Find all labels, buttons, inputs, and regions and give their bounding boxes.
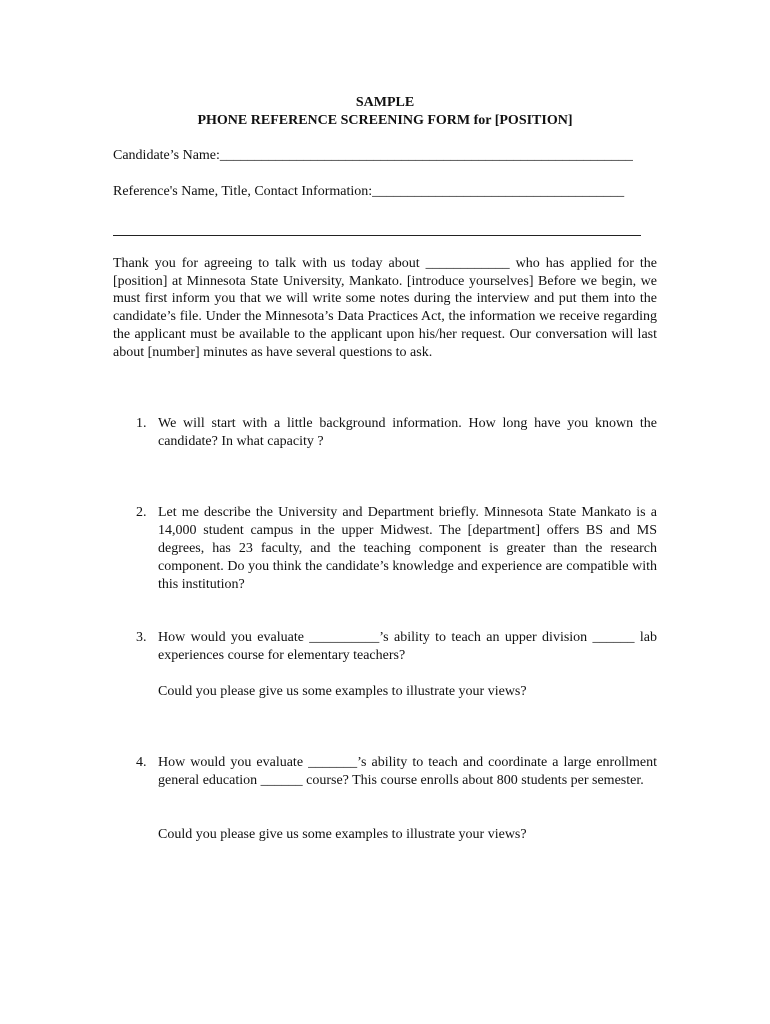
question-text: How would you evaluate _______’s ability to teach and coordinate a large enrollment general education ______ course? This course enrolls about 800 students per semester.	[158, 755, 657, 788]
question-number: 3.	[136, 630, 147, 645]
question-4-followup: Could you please give us some examples to illustrate your views?	[158, 827, 527, 842]
question-3	[136, 629, 657, 665]
question-number: 4.	[136, 755, 147, 770]
question-text: We will start with a little background information. How long have you known the candidate? In what capacity ?	[158, 416, 657, 449]
reference-info-continuation-line	[113, 235, 641, 236]
question-text: How would you evaluate __________’s ability to teach an upper division ______ lab experiences course for elementary teachers?	[158, 630, 657, 663]
question-text: Let me describe the University and Department briefly. Minnesota State Mankato is a 14,000 student campus in the upper Midwest. The [department] offers BS and MS degrees, has 23 faculty, and the teaching component is greater than the research component. Do you think the candidate’s knowledge and experience are compatible with this institution?	[158, 505, 657, 592]
question-3-followup: Could you please give us some examples to illustrate your views?	[158, 684, 527, 699]
document-heading-sample: SAMPLE	[355, 95, 415, 110]
reference-info-field: Reference's Name, Title, Contact Information:____________________________________	[113, 184, 625, 199]
document-title: PHONE REFERENCE SCREENING FORM for [POSITION]	[197, 113, 573, 128]
question-4	[136, 754, 657, 790]
question-number: 2.	[136, 505, 147, 520]
intro-paragraph: Thank you for agreeing to talk with us today about ____________ who has applied for the [position] at Minnesota State University, Mankato. [introduce yourselves] Before we begin, we must first inform you that we will write some notes during the interview and put them into the candidate’s file. Under the Minnesota’s Data Practices Act, the information we receive regarding the applicant must be available to the applicant upon his/her request. Our conversation will last about [number] minutes as have several questions to ask.	[113, 256, 657, 360]
question-1	[136, 415, 657, 451]
question-2	[136, 504, 657, 594]
question-number: 1.	[136, 416, 147, 431]
candidate-name-field: Candidate’s Name:___________________________________________________________	[113, 148, 633, 163]
